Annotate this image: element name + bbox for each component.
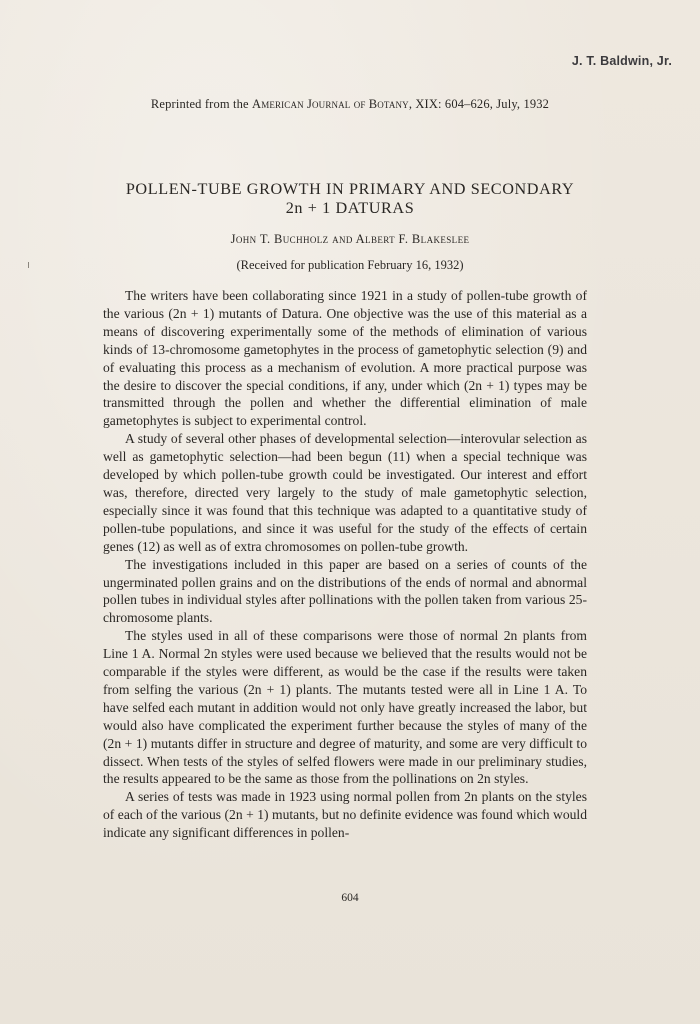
title-line-2: 2n + 1 DATURAS	[285, 199, 415, 217]
authors: John T. Buchholz and Albert F. Blakeslee	[230, 232, 470, 246]
paragraph-4: The styles used in all of these comparisons were those of normal 2n plants from Line 1 A. Normal 2n styles were used because we believed that the results would not be comparable if the styles were different, as would be the case if the results were taken from selfing the various (2n + 1) plants. The mutants tested were all in Line 1 A. To have selfed each mutant in addition would not only have greatly increased the labor, but would also have complicated the experiment further because the styles of many of the (2n + 1) mutants differ in structure and degree of maturity, and some are very difficult to dissect. When tests of the styles of selfed flowers were made in our preliminary studies, the results appeared to be the same as those from the pollinations on 2n styles.	[103, 628, 587, 787]
received-date: (Received for publication February 16, 1932)	[236, 258, 464, 272]
owner-stamp: J. T. Baldwin, Jr.	[571, 54, 672, 68]
paragraph-5: A series of tests was made in 1923 using normal pollen from 2n plants on the styles of each of the various (2n + 1) mutants, but no definite evidence was found which would indicate any significant differences in pollen-	[103, 789, 587, 841]
body-text	[103, 287, 587, 842]
reprint-note	[0, 97, 700, 112]
journal-name: American Journal of Botany	[252, 97, 409, 111]
paragraph-2: A study of several other phases of developmental selection—interovular selection as well as gametophytic selection—had been begun (11) when a special technique was developed by which pollen-tube growth could be investigated. Our interest and effort was, therefore, directed very largely to the study of male gametophytic selection, especially since it was found that this technique was adapted to a quantitative study of pollen-tube populations, and since it was useful for the study of the effects of certain genes (12) as well as of extra chromosomes on pollen-tube growth.	[103, 431, 587, 554]
margin-mark	[28, 262, 29, 268]
page-number: 604	[341, 892, 359, 904]
reprint-prefix: Reprinted from the	[150, 97, 253, 111]
paragraph-3: The investigations included in this paper are based on a series of counts of the ungerminated pollen grains and on the distributions of the ends of normal and abnormal pollen tubes in individual styles after pollinations with the pollen taken from various 25-chromosome plants.	[103, 556, 587, 626]
reprint-suffix: , XIX: 604–626, July, 1932	[408, 97, 550, 111]
paragraph-1: The writers have been collaborating since 1921 in a study of pollen-tube growth of the various (2n + 1) mutants of Datura. One objective was the use of this material as a means of discovering experimentally some of the methods of elimination of various kinds of 13-chromosome gametophytes in the process of gametophytic selection (9) and of evaluating this process as a mechanism of evolution. A more practical purpose was the desire to discover the special conditions, if any, under which (2n + 1) types may be transmitted through the pollen and whether the differential elimination of male gametophytes is subject to experimental control.	[103, 288, 587, 429]
paper-title	[0, 180, 700, 218]
title-line-1: POLLEN-TUBE GROWTH IN PRIMARY AND SECONDARY	[125, 180, 575, 198]
